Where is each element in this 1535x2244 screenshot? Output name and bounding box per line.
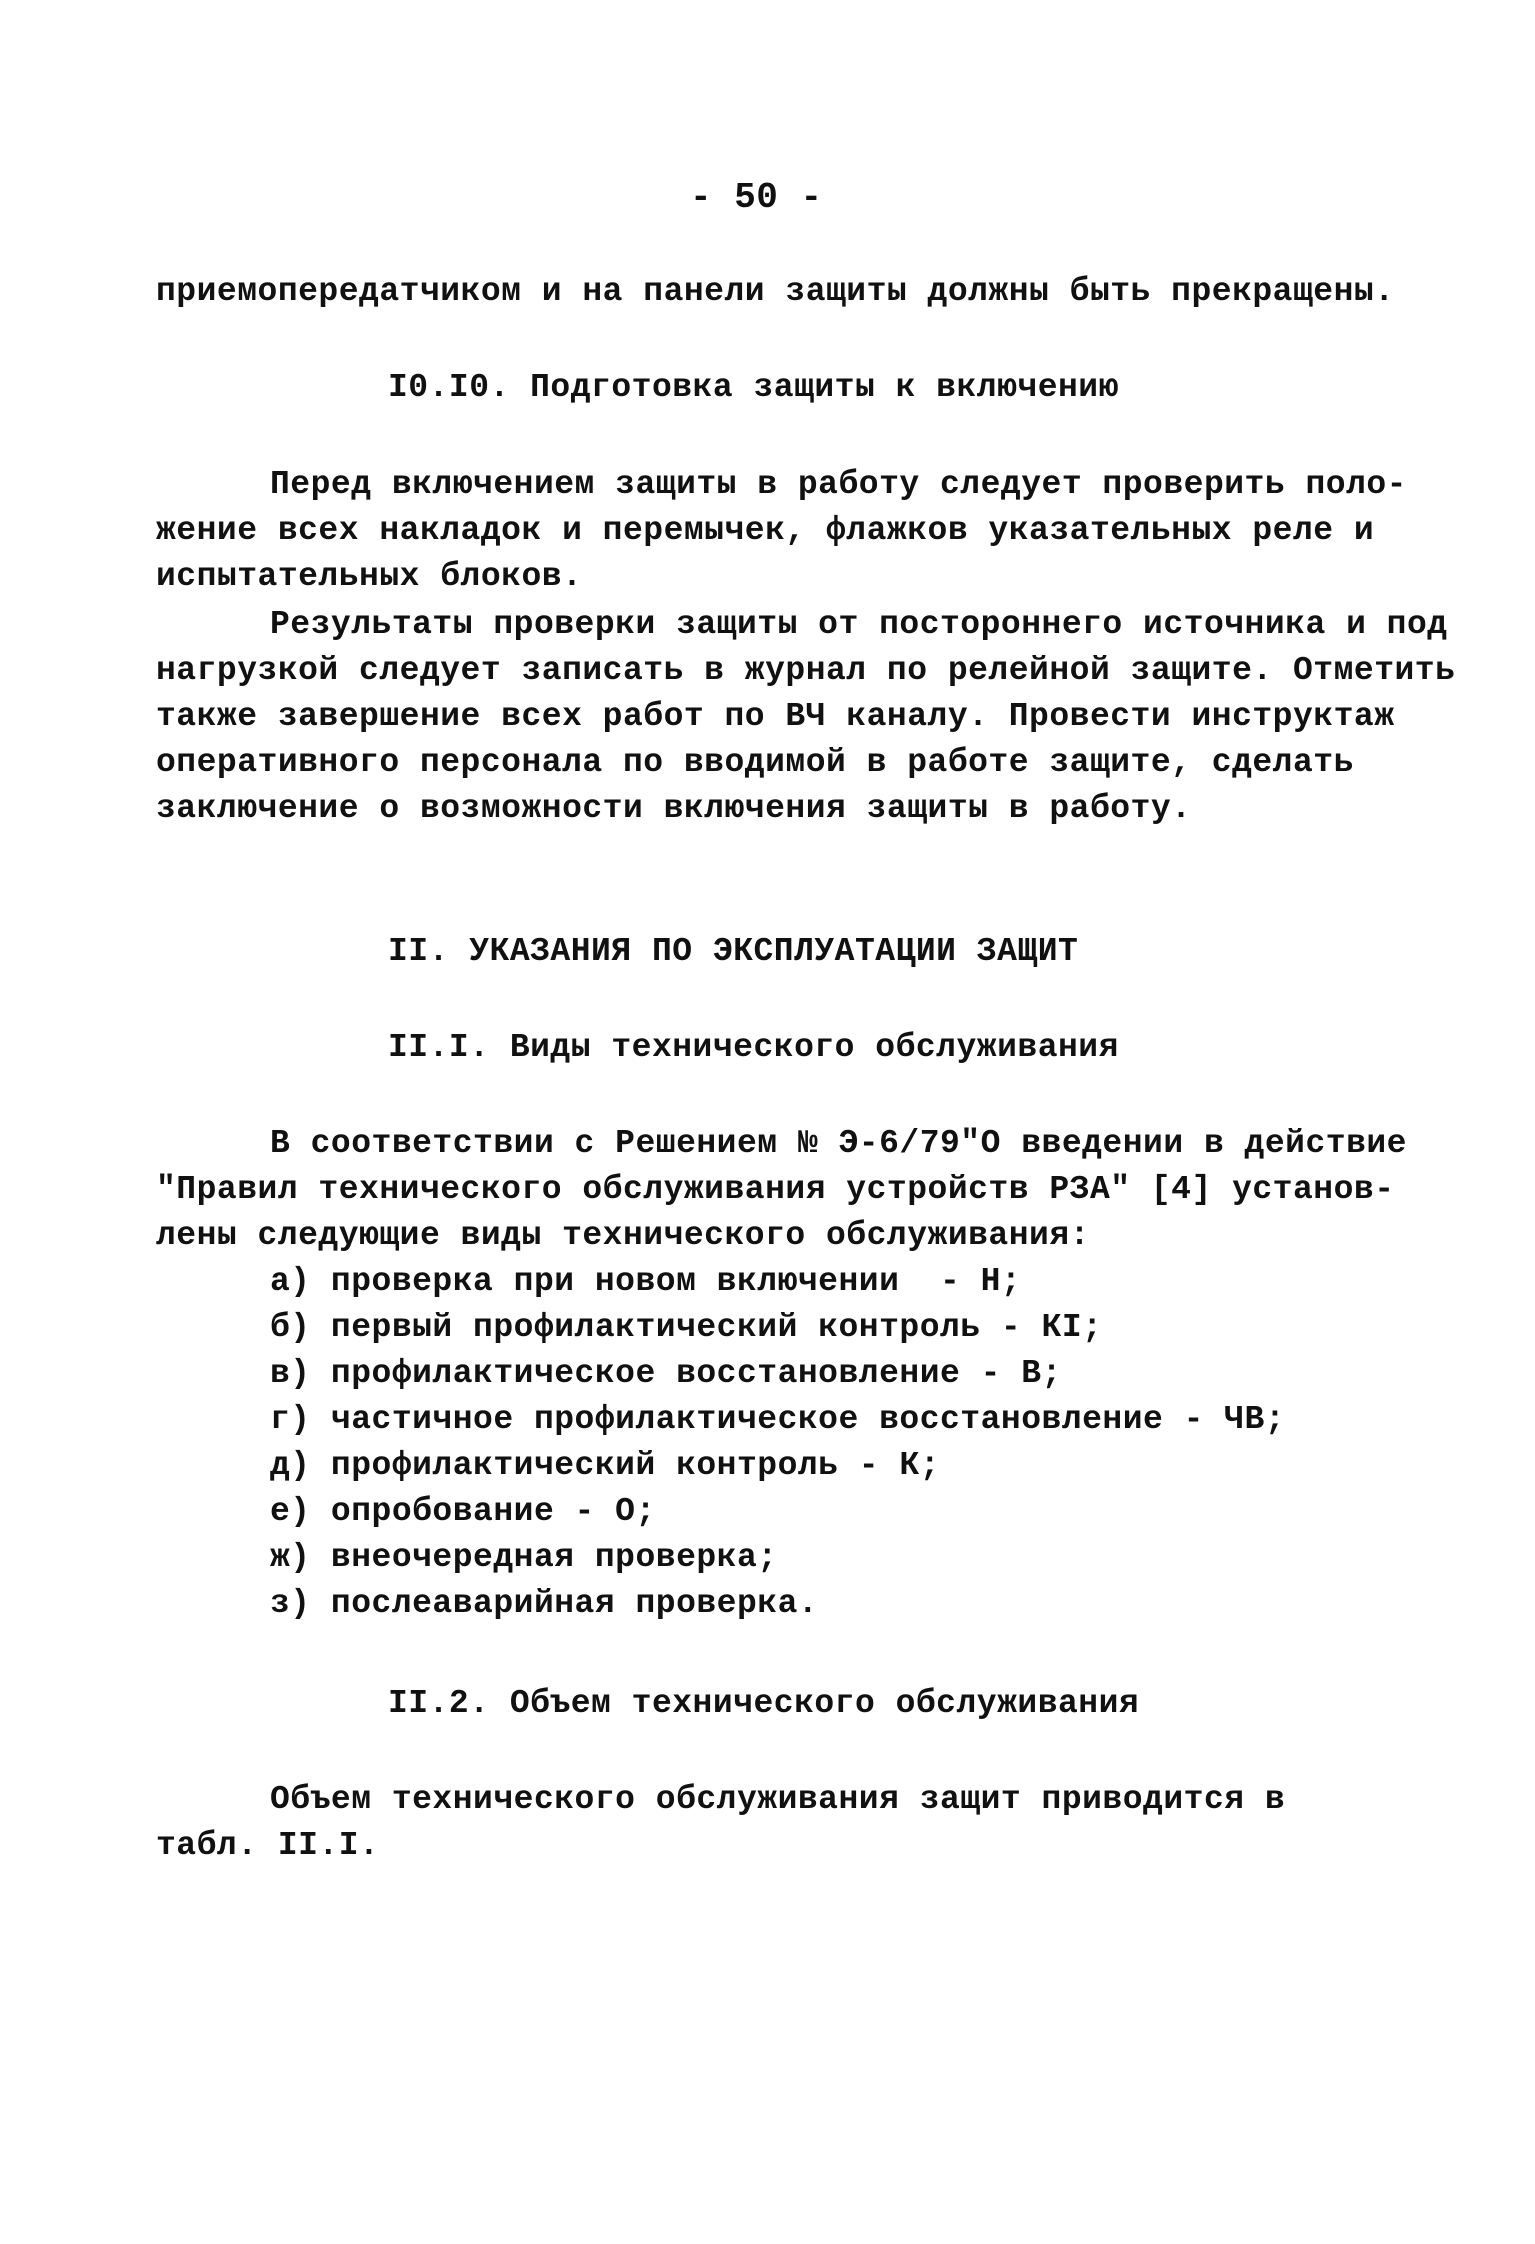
- paragraph-line: В соответствии с Решением № Э-6/79"О введении в действие: [270, 1125, 1407, 1162]
- list-item: б) первый профилактический контроль - КI;: [270, 1309, 1103, 1346]
- paragraph-line: Объем технического обслуживания защит приводится в: [270, 1781, 1286, 1818]
- section-heading-11-1: II.I. Виды технического обслуживания: [388, 1029, 1119, 1066]
- page-number: - 50 -: [690, 177, 823, 218]
- list-item: г) частичное профилактическое восстановление - ЧВ;: [270, 1401, 1286, 1438]
- paragraph-line: "Правил технического обслуживания устройств РЗА" [4] установ-: [156, 1171, 1395, 1208]
- paragraph-line: оперативного персонала по вводимой в работе защите, сделать: [156, 744, 1354, 781]
- paragraph-line: нагрузкой следует записать в журнал по релейной защите. Отметить: [156, 652, 1456, 689]
- paragraph-line: также завершение всех работ по ВЧ каналу. Провести инструктаж: [156, 698, 1395, 735]
- paragraph-line: жение всех накладок и перемычек, флажков указательных реле и: [156, 512, 1375, 549]
- section-heading-10-10: I0.I0. Подготовка защиты к включению: [388, 369, 1119, 406]
- paragraph-line: испытательных блоков.: [156, 558, 583, 595]
- paragraph-line: Результаты проверки защиты от постороннего источника и под: [270, 606, 1448, 643]
- chapter-heading-11: II. УКАЗАНИЯ ПО ЭКСПЛУАТАЦИИ ЗАЩИТ: [388, 933, 1079, 970]
- list-item: ж) внеочередная проверка;: [270, 1539, 778, 1576]
- list-item: з) послеаварийная проверка.: [270, 1585, 819, 1622]
- list-item: а) проверка при новом включении - Н;: [270, 1263, 1022, 1300]
- section-heading-11-2: II.2. Объем технического обслуживания: [388, 1685, 1140, 1722]
- body-text-line: приемопередатчиком и на панели защиты должны быть прекращены.: [156, 273, 1395, 310]
- paragraph-line: табл. II.I.: [156, 1827, 380, 1864]
- list-item: д) профилактический контроль - К;: [270, 1447, 941, 1484]
- paragraph-line: лены следующие виды технического обслуживания:: [156, 1217, 1090, 1254]
- list-item: е) опробование - О;: [270, 1493, 656, 1530]
- paragraph-line: заключение о возможности включения защиты в работу.: [156, 790, 1192, 827]
- paragraph-line: Перед включением защиты в работу следует проверить поло-: [270, 466, 1407, 503]
- list-item: в) профилактическое восстановление - В;: [270, 1355, 1062, 1392]
